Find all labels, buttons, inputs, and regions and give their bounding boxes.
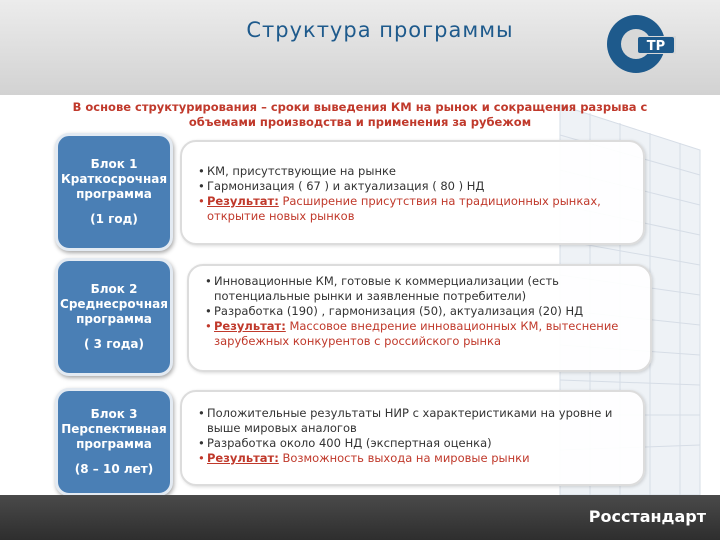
block-1-type-line-2: программа bbox=[76, 187, 152, 201]
slide-footer bbox=[0, 495, 720, 540]
block-2-label bbox=[55, 258, 173, 376]
block-3-term: (8 – 10 лет) bbox=[74, 462, 154, 476]
block-3-list bbox=[198, 406, 631, 466]
block-3-name: Блок 3 bbox=[90, 407, 138, 421]
block-2-type-line-2: программа bbox=[76, 312, 152, 326]
block-2-term: ( 3 года) bbox=[84, 337, 144, 351]
block-3-item-2: • Разработка около 400 НД (экспертная оценка) bbox=[198, 436, 631, 451]
block-2-item-2: • Разработка (190) , гармонизация (50), актуализация (20) НД bbox=[205, 304, 638, 319]
slide-header bbox=[0, 0, 720, 95]
slide-subtitle bbox=[40, 100, 680, 130]
block-1-details bbox=[180, 140, 645, 245]
footer-brand: Росстандарт bbox=[588, 507, 706, 526]
block-2-result-label: Результат: bbox=[214, 319, 286, 333]
block-3-item-1: • Положительные результаты НИР с характеристиками на уровне и выше мировых аналогов bbox=[198, 406, 631, 436]
block-2-result-text: Массовое внедрение инновационных КМ, вытеснение зарубежных конкурентов с российского рынка bbox=[214, 319, 619, 348]
block-1-type-line-1: Краткосрочная bbox=[60, 172, 168, 186]
block-3-result-text: Возможность выхода на мировые рынки bbox=[278, 451, 530, 465]
block-1-term: (1 год) bbox=[90, 212, 138, 226]
gost-logo-icon bbox=[604, 12, 676, 76]
block-1-item-2: • Гармонизация ( 67 ) и актуализация ( 80 ) НД bbox=[198, 179, 631, 194]
block-3-type-line-2: программа bbox=[76, 437, 152, 451]
svg-text:ТР: ТР bbox=[646, 39, 666, 54]
block-1-result-label: Результат: bbox=[207, 194, 279, 208]
block-1-result-text: Расширение присутствия на традиционных рынках, открытие новых рынков bbox=[207, 194, 601, 223]
block-1-name: Блок 1 bbox=[90, 157, 138, 171]
block-3-details bbox=[180, 390, 645, 486]
block-1-label bbox=[55, 133, 173, 251]
block-1-list bbox=[198, 164, 631, 224]
block-2-details bbox=[187, 264, 652, 372]
block-2-result bbox=[205, 319, 638, 349]
block-3-label bbox=[55, 388, 173, 496]
block-2-list bbox=[205, 274, 638, 349]
block-1-result bbox=[198, 194, 631, 224]
block-2-type-line-1: Среднесрочная bbox=[60, 297, 168, 311]
subtitle-line-1: В основе структурирования – сроки выведения КМ на рынок и сокращения разрыва с bbox=[72, 100, 648, 114]
block-3-type-line-1: Перспективная bbox=[61, 422, 167, 436]
block-2-name: Блок 2 bbox=[90, 282, 138, 296]
subtitle-line-2: объемами производства и применения за рубежом bbox=[188, 115, 532, 129]
block-3-result bbox=[198, 451, 631, 466]
block-1-item-1: • КМ, присутствующие на рынке bbox=[198, 164, 631, 179]
block-2-item-1: • Инновационные КМ, готовые к коммерциализации (есть потенциальные рынки и заявленные потребители) bbox=[205, 274, 638, 304]
block-3-result-label: Результат: bbox=[207, 451, 279, 465]
slide-title: Структура программы bbox=[246, 18, 514, 42]
